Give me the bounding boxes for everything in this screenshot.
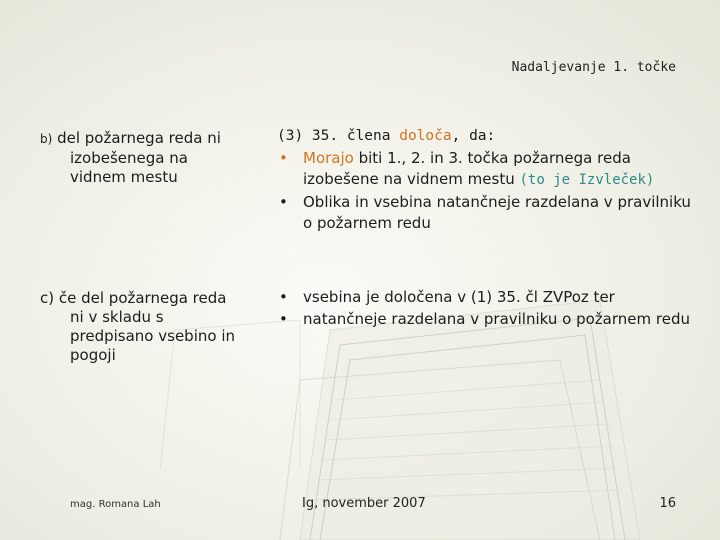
bullet-text: biti 1., 2. in 3. točka požarnega reda izobešene na vidnem mestu bbox=[303, 148, 631, 188]
bullet-dot-icon: • bbox=[279, 192, 288, 211]
block-2-bullets bbox=[277, 287, 697, 330]
bullet-text: vsebina je določena v (1) 35. čl ZVPoz ter bbox=[303, 288, 615, 306]
item-b-text: del požarnega reda ni izobešenega na vidnem mestu bbox=[57, 129, 221, 186]
bullet-text: Oblika in vsebina natančneje razdelana v pravilniku o požarnem redu bbox=[303, 192, 691, 232]
footer-event: Ig, november 2007 bbox=[302, 496, 426, 511]
item-b bbox=[40, 129, 240, 187]
bullet-dot-icon: • bbox=[279, 148, 288, 167]
content-block-2 bbox=[277, 287, 697, 330]
heading-prefix: (3) 35. člena bbox=[277, 128, 400, 144]
bullet-text: natančneje razdelana v pravilniku o požarnem redu bbox=[303, 309, 690, 328]
block-1-heading bbox=[277, 126, 697, 148]
heading-highlight: določa bbox=[399, 128, 452, 144]
item-c-text: c) če del požarnega reda ni v skladu s predpisano vsebino in pogoji bbox=[40, 289, 235, 364]
footer-author: mag. Romana Lah bbox=[70, 499, 161, 510]
content-block-1 bbox=[277, 126, 697, 235]
list-item bbox=[277, 287, 697, 309]
bullet-dot-icon: • bbox=[279, 288, 288, 306]
item-b-letter: b) bbox=[40, 132, 53, 146]
heading-suffix: , da: bbox=[451, 128, 496, 144]
block-1-bullets bbox=[277, 148, 697, 235]
page-number: 16 bbox=[659, 496, 676, 511]
bullet-highlight: Morajo bbox=[303, 148, 354, 167]
slide-subtitle: Nadaljevanje 1. točke bbox=[511, 60, 676, 75]
bullet-dot-icon: • bbox=[279, 309, 288, 328]
list-item bbox=[277, 192, 697, 235]
list-item bbox=[277, 309, 697, 331]
list-item bbox=[277, 148, 697, 192]
bullet-note: (to je Izvleček) bbox=[519, 172, 655, 188]
item-c bbox=[40, 289, 240, 365]
